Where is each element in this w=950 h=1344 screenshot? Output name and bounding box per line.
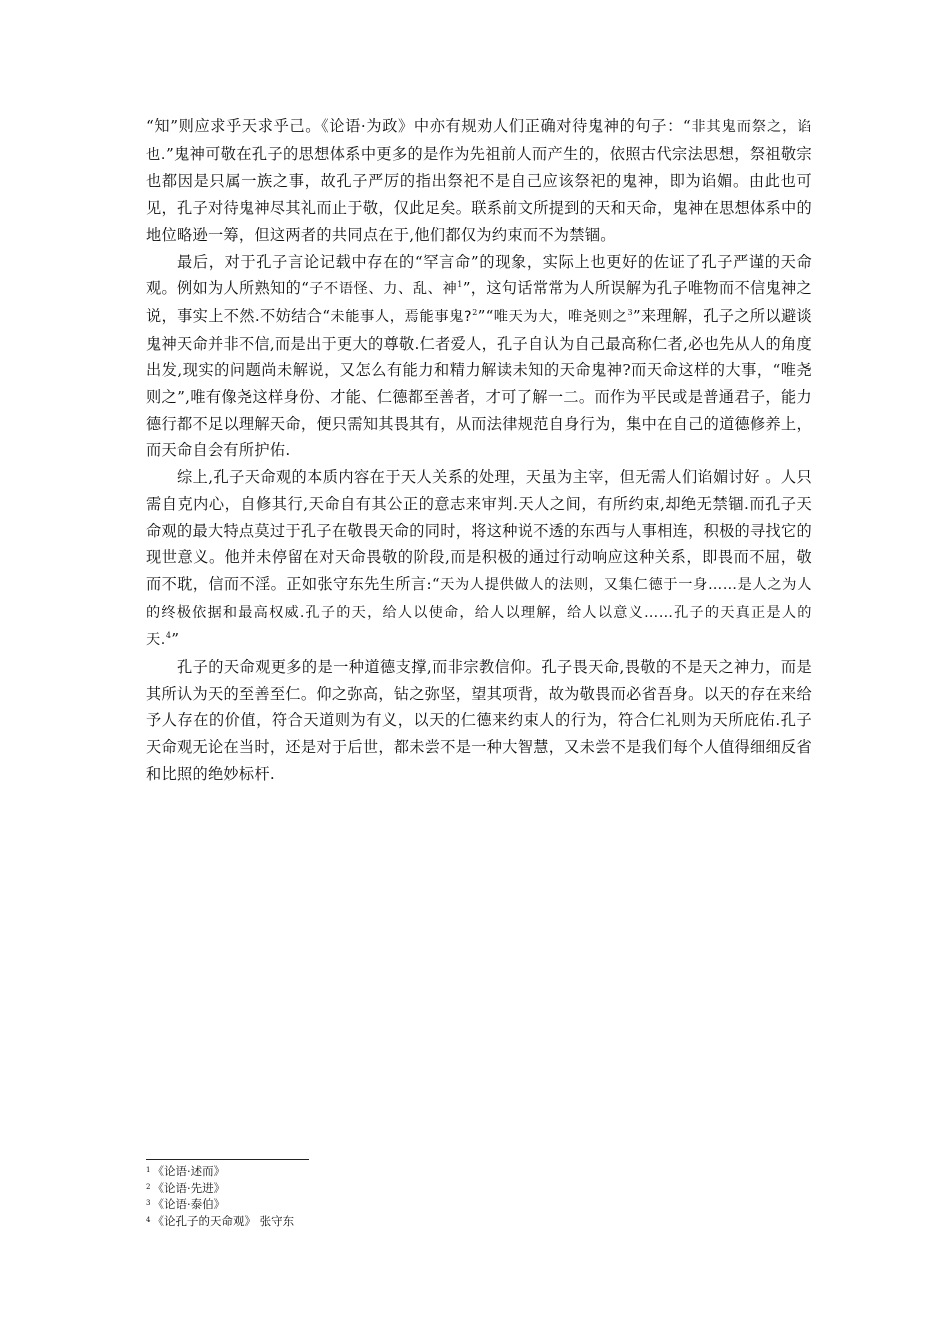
paragraph — [146, 249, 812, 465]
quotation-text: 未能事人，焉能事鬼? — [330, 308, 473, 325]
footnote-text: 《论语·泰伯》 — [152, 1197, 226, 1212]
footnote-text: 《论孔子的天命观》 张守东 — [152, 1213, 295, 1228]
paragraph-text: ”“ — [477, 306, 494, 325]
footnote-ref: 2 — [472, 307, 478, 317]
footnote-ref: 3 — [627, 307, 633, 317]
footnote — [146, 1163, 646, 1180]
footnotes — [146, 1163, 646, 1229]
footnote-ref: 4 — [165, 631, 172, 641]
paragraph-text: 最后，对于孔子言论记载中存在的“罕言命”的现象，实际上也更好的佐证了孔子严谨的天命观。例如为人所熟知的“ — [146, 252, 812, 298]
paragraph-text: ” — [171, 630, 180, 649]
footnote-number: 1 — [146, 1166, 151, 1174]
paragraph — [146, 113, 812, 249]
paragraph — [146, 654, 812, 788]
quotation-text: 子不语怪、力、乱、神 — [309, 281, 458, 298]
footnote — [146, 1196, 646, 1213]
paragraph-text: 综上,孔子天命观的本质内容在于天人关系的处理，天虽为主宰，但无需人们谄媚讨好 。人只需自克内心，自修其行,天命自有其公正的意志来审判.天人之间，有所约束,却绝无禁锢.而孔子天命观的最大特点莫过于孔子在敬畏天命的同时，将这种说不透的东西与人事相连，积极的寻找它的现世意义。他并未停留在对天命畏敬的阶段,而是积极的通过行动响应这种关系，即畏而不屈，敬而不耽，信而不淫。正如张守东先生所言:“ — [146, 468, 812, 593]
paragraph-text: 孔子的天命观更多的是一种道德支撑,而非宗教信仰。孔子畏天命,畏敬的不是天之神力，而是其所认为天的至善至仁。仰之弥高，钻之弥坚，望其项背，故为敬畏而必省吾身。以天的存在来给予人存在的价值，符合天道则为有义，以天的仁德来约束人的行为，符合仁礼则为天所庇佑.孔子天命观无论在当时，还是对于后世，都未尝不是一种大智慧，又未尝不是我们每个人值得细细反省和比照的绝妙标杆. — [146, 658, 812, 783]
footnote-number: 2 — [146, 1182, 151, 1191]
paragraph-text: ”鬼神可敬在孔子的思想体系中更多的是作为先祖前人而产生的，依照古代宗法思想，祭祖敬宗也都因是只属一族之事，故孔子严厉的指出祭祀不是自己应该祭祀的鬼神，即为谄媚。由此也可见，孔子对待鬼神尽其礼而止于敬，仅此足矣。联系前文所提到的天和天命，鬼神在思想体系中的地位略逊一筹，但这两者的共同点在于,他们都仅为约束而不为禁锢。 — [146, 144, 812, 244]
quotation-text: 天为人提供做人的法则，又集仁德于一身……是人之为人的终极依据和最高权威.孔子的天，给人以使命，给人以理解，给人以意义……孔子的天真正是人的天. — [146, 576, 812, 649]
footnote-divider — [146, 1159, 309, 1160]
footnote-number: 3 — [146, 1199, 151, 1208]
paragraph — [146, 464, 812, 654]
paragraph-text: “知”则应求乎天求乎己。《论语·为政》中亦有规劝人们正确对待鬼神的句子：“ — [146, 117, 691, 135]
quotation-text: 唯天为大，唯尧则之 — [493, 308, 628, 325]
footnote-text: 《论语·述而》 — [152, 1164, 226, 1178]
footnote-number: 4 — [146, 1215, 151, 1224]
body-text — [146, 113, 812, 788]
paragraph-text: ”，这句话常常为人所误解为孔子唯物而不信鬼神之说，事实上不然.不妨结合“ — [146, 279, 812, 325]
footnote-ref: 1 — [457, 280, 463, 290]
paragraph-text: ”来理解，孔子之所以避谈鬼神天命并非不信,而是出于更大的尊敬.仁者爱人，孔子自认为自己最高称仁者,必也先从人的角度出发,现实的问题尚未解说，又怎么有能力和精力解读未知的天命鬼神?而天命这样的大事，“唯尧则之”,唯有像尧这样身份、才能、仁德都至善者，才可了解一二。而作为平民或是普通君子，能力德行都不足以理解天命，便只需知其畏其有，从而法律规范自身行为，集中在自己的道德修养上，而天命自会有所护佑. — [146, 306, 812, 460]
footnote — [146, 1213, 646, 1230]
quotation-text: 非其鬼而祭之，谄也. — [146, 119, 812, 163]
footnote — [146, 1180, 646, 1197]
footnote-text: 《论语·先进》 — [152, 1180, 226, 1195]
